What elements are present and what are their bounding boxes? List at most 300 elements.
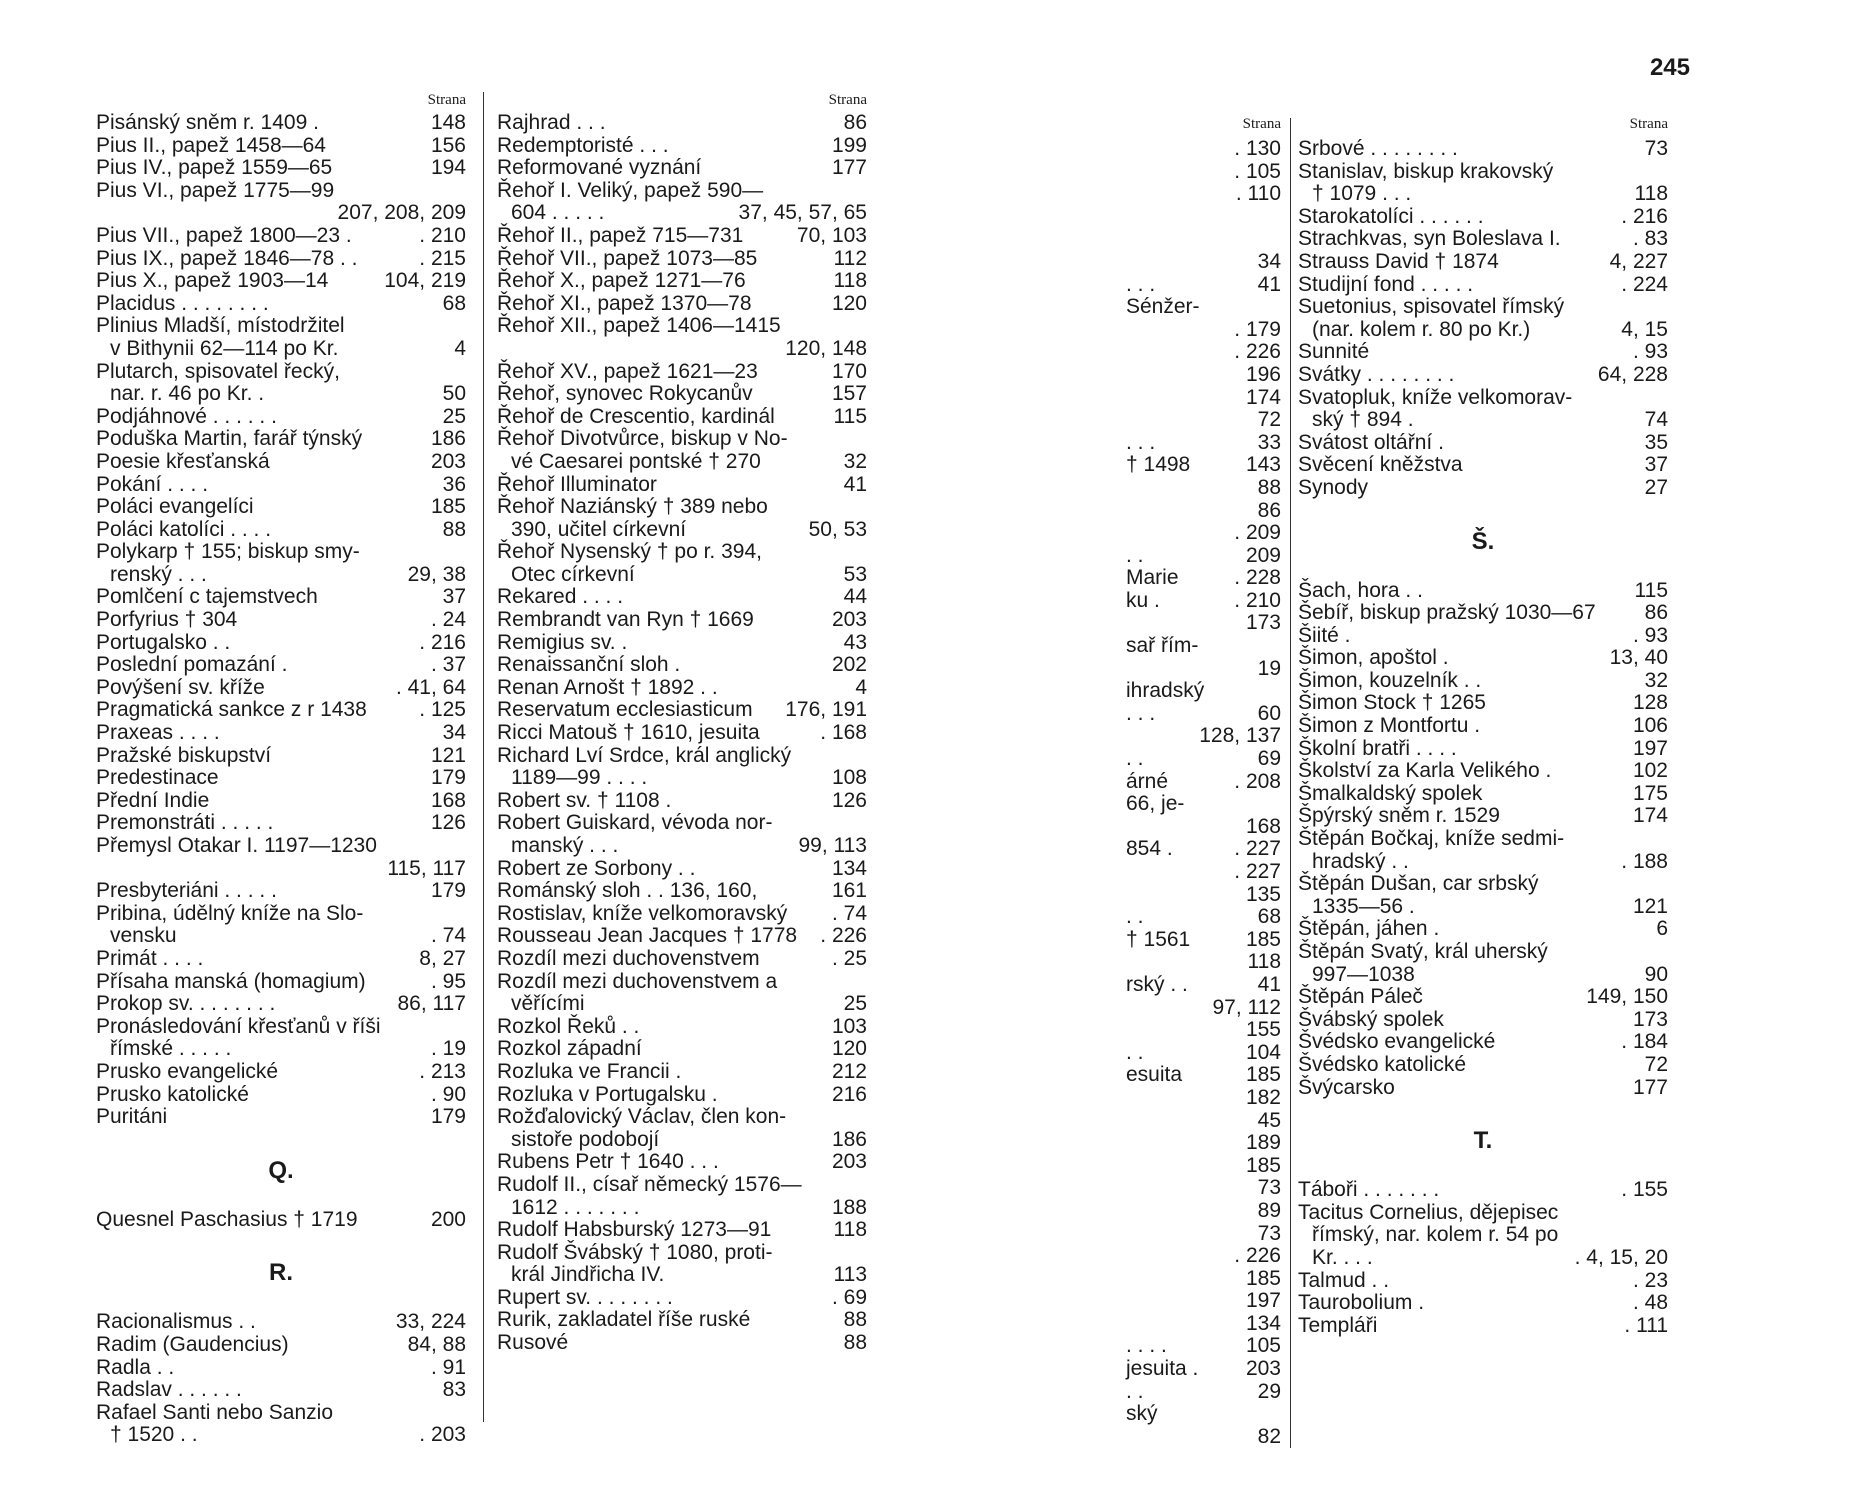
entry-pages: 113 — [833, 1263, 867, 1287]
entry-pages: 88 — [843, 1308, 867, 1332]
index-entry — [497, 1061, 867, 1084]
entry-term: Švábský spolek — [1298, 1007, 1444, 1031]
entry-pages: 34 — [1257, 249, 1281, 273]
index-entry — [96, 1016, 466, 1039]
index-entry — [1298, 1054, 1668, 1077]
index-entry — [1298, 1031, 1668, 1054]
entry-pages: . 227 — [1234, 860, 1281, 883]
index-entry — [96, 925, 466, 948]
entry-term: Remigius sv. . — [497, 630, 628, 654]
index-entry — [497, 790, 867, 813]
entry-pages: . 210 — [1234, 588, 1281, 612]
column-rule — [1290, 118, 1291, 1448]
entry-pages: . 95 — [430, 969, 466, 993]
index-entry — [497, 609, 867, 632]
entry-term: Reformované vyznání — [497, 156, 702, 180]
index-entry — [497, 722, 867, 745]
entry-pages: . 130 — [1234, 137, 1281, 160]
entry-term: Řehoř XI., papež 1370—78 — [497, 291, 752, 315]
entry-pages: 104 — [1245, 1040, 1281, 1064]
index-entry — [96, 993, 466, 1016]
index-entry — [1298, 296, 1668, 319]
entry-term: Románský sloh . . 136, 160, — [497, 879, 758, 903]
index-entry — [96, 383, 466, 406]
index-entry — [1126, 658, 1281, 681]
index-entry — [497, 1264, 867, 1287]
entry-pages: 13, 40 — [1609, 646, 1668, 670]
entry-term: Rajhrad . . . — [497, 111, 606, 134]
index-entry — [497, 1197, 867, 1220]
entry-term: 1335—56 . — [1312, 894, 1415, 918]
entry-term: Šach, hora . . — [1298, 578, 1423, 602]
index-entry — [96, 632, 466, 655]
index-entry — [96, 428, 466, 451]
entry-pages: 203 — [831, 608, 867, 632]
entry-term: Strauss David † 1874 — [1298, 249, 1499, 273]
index-entry — [497, 541, 867, 564]
index-entry — [1298, 1292, 1668, 1315]
entry-pages: 135 — [1245, 882, 1281, 906]
entry-pages: . 74 — [430, 924, 466, 948]
entry-term: esuita — [1126, 1063, 1183, 1087]
index-entry — [1126, 477, 1281, 500]
index-entry — [1126, 1177, 1281, 1200]
index-entry — [96, 858, 466, 881]
entry-term: Marie — [1126, 566, 1179, 590]
index-entry — [1298, 715, 1668, 738]
entry-term: 1612 . . . . . . . — [511, 1195, 640, 1219]
entry-pages: 203 — [430, 449, 466, 473]
index-entry — [96, 180, 466, 203]
index-entry — [497, 1309, 867, 1332]
index-entry — [1126, 161, 1281, 184]
index-entry — [1126, 1358, 1281, 1381]
index-entry — [1126, 1200, 1281, 1223]
index-entry — [497, 135, 867, 158]
entry-term: Sunnité — [1298, 340, 1370, 364]
entry-pages: 196 — [1245, 362, 1281, 386]
index-entry — [1298, 206, 1668, 229]
entry-pages: 102 — [1632, 759, 1668, 783]
entry-pages: . 4, 15, 20 — [1574, 1245, 1668, 1269]
entry-pages: 88 — [442, 517, 466, 541]
right-page — [1110, 0, 1862, 1500]
entry-pages: 53 — [843, 562, 867, 586]
entry-pages: 199 — [831, 133, 867, 157]
entry-pages: 189 — [1245, 1131, 1281, 1155]
entry-pages: 197 — [1632, 736, 1668, 760]
index-entry — [1126, 1042, 1281, 1065]
entry-term: hradský . . — [1312, 849, 1409, 873]
entry-pages: 176, 191 — [785, 698, 867, 722]
index-entry — [497, 315, 867, 338]
entry-pages: 173 — [1632, 1007, 1668, 1031]
entry-pages: 185 — [1245, 1266, 1281, 1290]
index-entry — [497, 248, 867, 271]
entry-term: Premonstráti . . . . . — [96, 811, 274, 835]
entry-pages: 32 — [843, 449, 867, 473]
index-entry — [1126, 771, 1281, 794]
entry-term: 1189—99 . . . . — [511, 766, 648, 790]
entry-term: Šiité . — [1298, 623, 1351, 647]
index-entry — [1298, 1179, 1668, 1202]
entry-term: . . . — [1126, 272, 1156, 296]
entry-pages: 209 — [1245, 543, 1281, 567]
entry-pages: . 228 — [1234, 566, 1281, 590]
entry-pages: 185 — [1245, 1063, 1281, 1087]
entry-pages: 174 — [1245, 385, 1281, 409]
entry-pages: . 216 — [1621, 204, 1668, 228]
entry-term: Řehoř Illuminator — [497, 472, 657, 496]
entry-term: Radla . . — [96, 1355, 175, 1379]
entry-term: Řehoř II., papež 715—731 — [497, 223, 744, 247]
index-entry — [96, 519, 466, 542]
index-entry — [497, 812, 867, 835]
index-entry — [497, 496, 867, 519]
entry-pages: 72 — [1257, 408, 1281, 432]
index-entry — [96, 586, 466, 609]
entry-pages: . 168 — [820, 721, 867, 745]
entry-term: Plinius Mladší, místodržitel — [96, 314, 345, 338]
index-entry — [96, 1402, 466, 1425]
entry-pages: 118 — [1634, 182, 1668, 206]
index-entry — [1126, 1064, 1281, 1087]
entry-term: Sénžer- — [1126, 295, 1200, 319]
entry-pages: 118 — [833, 1218, 867, 1242]
entry-pages: . 209 — [1234, 521, 1281, 545]
index-entry — [1126, 590, 1281, 613]
entry-term: Pokání . . . . — [96, 472, 209, 496]
entry-pages: 156 — [430, 133, 466, 157]
index-entry — [1126, 635, 1281, 658]
index-entry — [96, 835, 466, 858]
entry-pages: 88 — [1257, 475, 1281, 499]
entry-term: Rožďalovický Václav, člen kon- — [497, 1105, 787, 1129]
entry-term: Talmud . . — [1298, 1268, 1390, 1292]
entry-term: Strachkvas, syn Boleslava I. — [1298, 227, 1561, 251]
entry-term: Polykarp † 155; biskup smy- — [96, 540, 360, 564]
entry-term: Presbyteriáni . . . . . — [96, 879, 277, 903]
index-entry — [1126, 951, 1281, 974]
entry-term: Ricci Matouš † 1610, jesuita — [497, 721, 760, 745]
index-entry — [1126, 296, 1281, 319]
index-entry — [497, 383, 867, 406]
entry-term: Praxeas . . . . — [96, 721, 220, 745]
entry-pages: 126 — [831, 788, 867, 812]
index-entry — [497, 157, 867, 180]
index-entry — [497, 586, 867, 609]
entry-term: Přední Indie — [96, 788, 210, 812]
entry-term: Templáři — [1298, 1313, 1378, 1337]
index-entry — [1126, 1245, 1281, 1268]
entry-term: Štěpán Páleč — [1298, 985, 1423, 1009]
index-entry — [96, 135, 466, 158]
index-entry — [96, 1106, 466, 1129]
entry-pages: . 24 — [430, 608, 466, 632]
entry-term: Štěpán Dušan, car srbský — [1298, 872, 1539, 896]
entry-term: Šimon z Montfortu . — [1298, 714, 1481, 738]
index-entry — [1298, 228, 1668, 251]
entry-term: Pragmatická sankce z r 1438 — [96, 698, 367, 722]
index-entry — [96, 157, 466, 180]
entry-term: Podjáhnové . . . . . . — [96, 404, 277, 428]
index-entry — [497, 948, 867, 971]
entry-term: Švýcarsko — [1298, 1075, 1395, 1099]
entry-pages: 182 — [1245, 1085, 1281, 1109]
entry-term: Řehoř X., papež 1271—76 — [497, 269, 746, 293]
index-entry — [96, 1038, 466, 1061]
entry-term: Špýrský sněm r. 1529 — [1298, 804, 1500, 828]
column-rule — [483, 92, 484, 1422]
entry-pages: . 91 — [430, 1355, 466, 1379]
index-entry — [1298, 341, 1668, 364]
entry-term: Poduška Martin, farář týnský — [96, 427, 363, 451]
entry-term: Otec církevní — [511, 562, 635, 586]
entry-term: Řehoř XII., papež 1406—1415 — [497, 314, 781, 338]
entry-pages: 120 — [831, 1037, 867, 1061]
index-entry — [1126, 680, 1281, 703]
index-entry — [1126, 1403, 1281, 1426]
entry-term: Poláci katolíci . . . . — [96, 517, 272, 541]
index-entry — [96, 1209, 466, 1232]
entry-pages: 86, 117 — [397, 992, 466, 1016]
entry-pages: 121 — [1632, 894, 1668, 918]
entry-term: Pius II., papež 1458—64 — [96, 133, 326, 157]
entry-term: Rudolf II., císař německý 1576— — [497, 1172, 802, 1196]
entry-pages: 4, 227 — [1609, 249, 1668, 273]
entry-pages: 134 — [1245, 1311, 1281, 1335]
entry-term: Taurobolium . — [1298, 1291, 1425, 1315]
entry-pages: 207, 208, 209 — [337, 201, 466, 225]
index-entry — [1126, 1110, 1281, 1133]
entry-pages: 19 — [1257, 656, 1281, 680]
index-entry — [1126, 409, 1281, 432]
entry-term: Primát . . . . — [96, 946, 204, 970]
entry-term: Pisánský sněm r. 1409 . — [96, 111, 319, 134]
entry-pages: 44 — [843, 585, 867, 609]
index-entry — [1298, 625, 1668, 648]
index-entry — [1126, 1223, 1281, 1246]
index-entry — [96, 496, 466, 519]
entry-pages: 37, 45, 57, 65 — [738, 201, 867, 225]
index-entry — [497, 1174, 867, 1197]
index-entry — [1298, 409, 1668, 432]
index-entry — [96, 609, 466, 632]
entry-term: Prusko evangelické — [96, 1059, 279, 1083]
entry-term: 604 . . . . . — [511, 201, 605, 225]
index-entry — [1126, 725, 1281, 748]
entry-term: Placidus . . . . . . . . — [96, 291, 269, 315]
column-header: Strana — [427, 92, 466, 108]
index-entry — [1298, 828, 1668, 851]
entry-term: Pius X., papež 1903—14 — [96, 269, 329, 293]
entry-pages: 41 — [1257, 272, 1281, 296]
index-entry — [1126, 816, 1281, 839]
entry-pages: . 111 — [1624, 1313, 1668, 1337]
entry-pages: 83 — [442, 1378, 466, 1402]
entry-term: jesuita . — [1126, 1357, 1199, 1381]
entry-pages: 4, 15 — [1621, 317, 1668, 341]
entry-term: Synody — [1298, 475, 1369, 499]
index-entry — [497, 451, 867, 474]
entry-term: římský, nar. kolem r. 54 po — [1312, 1223, 1559, 1247]
index-entry — [96, 971, 466, 994]
entry-pages: 161 — [831, 879, 867, 903]
entry-pages: 104, 219 — [384, 269, 466, 293]
entry-term: Řehoř de Crescentio, kardinál — [497, 404, 775, 428]
entry-term: Švédsko evangelické — [1298, 1030, 1496, 1054]
index-entry — [497, 519, 867, 542]
entry-pages: 60 — [1257, 701, 1281, 725]
entry-pages: 72 — [1644, 1052, 1668, 1076]
entry-pages: . 23 — [1632, 1268, 1668, 1292]
entry-pages: 203 — [1245, 1357, 1281, 1381]
entry-term: Poesie křesťanská — [96, 449, 270, 473]
entry-term: král Jindřicha IV. — [511, 1263, 665, 1287]
entry-pages: 25 — [442, 404, 466, 428]
entry-term: Quesnel Paschasius † 1719 — [96, 1207, 358, 1231]
index-entry — [1126, 545, 1281, 568]
index-entry — [497, 1287, 867, 1310]
index-entry — [1126, 364, 1281, 387]
entry-pages: 37 — [442, 585, 466, 609]
index-entry — [96, 338, 466, 361]
entry-term: Švédsko katolické — [1298, 1052, 1467, 1076]
index-entry — [1298, 738, 1668, 761]
entry-pages: 108 — [831, 766, 867, 790]
entry-term: 997—1038 — [1312, 962, 1415, 986]
entry-pages: 88 — [843, 1331, 867, 1355]
entry-pages: 179 — [430, 879, 466, 903]
entry-term: Svátost oltářní . — [1298, 430, 1444, 454]
entry-term: Radslav . . . . . . — [96, 1378, 242, 1402]
column-header: Strana — [1242, 116, 1281, 132]
page-number: 245 — [1649, 54, 1690, 81]
index-entry — [1126, 1313, 1281, 1336]
index-entry — [1126, 929, 1281, 952]
index-entry — [497, 1106, 867, 1129]
index-entry — [497, 1129, 867, 1152]
entry-pages: . 216 — [419, 630, 466, 654]
index-entry — [96, 880, 466, 903]
index-entry — [1298, 477, 1668, 500]
entry-term: Radim (Gaudencius) — [96, 1332, 289, 1356]
index-entry — [497, 1016, 867, 1039]
index-entry — [96, 315, 466, 338]
index-entry — [1298, 454, 1668, 477]
index-entry — [96, 699, 466, 722]
entry-term: Povýšení sv. kříže — [96, 675, 265, 699]
index-entry — [497, 474, 867, 497]
entry-pages: 50, 53 — [808, 517, 867, 541]
index-entry — [1298, 432, 1668, 455]
entry-pages: 120, 148 — [785, 336, 867, 360]
entry-term: Richard Lví Srdce, král anglický — [497, 743, 792, 767]
entry-pages: 168 — [1245, 814, 1281, 838]
entry-pages: 41 — [843, 472, 867, 496]
entry-pages: . 41, 64 — [395, 675, 466, 699]
entry-pages: . 226 — [1234, 1244, 1281, 1268]
entry-pages: 216 — [831, 1082, 867, 1106]
index-entry — [1298, 1009, 1668, 1032]
entry-term: Racionalismus . . — [96, 1310, 256, 1334]
index-entry — [1298, 670, 1668, 693]
entry-term: Plutarch, spisovatel řecký, — [96, 359, 340, 383]
entry-term: Starokatolíci . . . . . . — [1298, 204, 1484, 228]
index-entry — [1126, 1087, 1281, 1110]
entry-term: ihradský — [1126, 679, 1205, 703]
entry-term: Šmalkaldský spolek — [1298, 781, 1483, 805]
entry-pages: 149, 150 — [1586, 985, 1668, 1009]
index-entry — [497, 112, 867, 135]
entry-pages: . 184 — [1621, 1030, 1668, 1054]
entry-term: Řehoř XV., papež 1621—23 — [497, 359, 758, 383]
section-letter: Š. — [1471, 527, 1495, 555]
entry-term: vé Caesarei pontské † 270 — [511, 449, 761, 473]
entry-pages: . 90 — [430, 1082, 466, 1106]
entry-pages: 32 — [1644, 668, 1668, 692]
index-entry — [497, 1332, 867, 1355]
entry-term: Rubens Petr † 1640 . . . — [497, 1150, 719, 1174]
entry-term: ský — [1126, 1402, 1158, 1426]
entry-term: nar. r. 46 po Kr. . — [110, 382, 265, 406]
entry-term: Robert ze Sorbony . . — [497, 856, 696, 880]
entry-pages: 6 — [1656, 917, 1668, 941]
entry-term: Robert Guiskard, vévoda nor- — [497, 811, 773, 835]
index-entry — [497, 180, 867, 203]
entry-pages: . 208 — [1234, 769, 1281, 793]
entry-term: Řehoř Nysenský † po r. 394, — [497, 540, 762, 564]
entry-pages: 70, 103 — [796, 223, 867, 247]
entry-term: Školní bratři . . . . — [1298, 736, 1457, 760]
entry-pages: . 48 — [1632, 1291, 1668, 1315]
entry-term: 66, je- — [1126, 792, 1185, 816]
index-entry — [1126, 500, 1281, 523]
entry-pages: 97, 112 — [1212, 995, 1281, 1019]
index-entry — [1126, 1155, 1281, 1178]
entry-term: Predestinace — [96, 766, 219, 790]
entry-pages: 99, 113 — [798, 834, 867, 857]
entry-term: renský . . . — [110, 562, 207, 586]
index-entry — [497, 428, 867, 451]
entry-term: Šebíř, biskup pražský 1030—67 — [1298, 601, 1596, 625]
entry-pages: 157 — [831, 382, 867, 406]
entry-term: Štěpán, jáhen . — [1298, 917, 1440, 941]
entry-pages: . 226 — [820, 924, 867, 948]
entry-pages: 185 — [430, 495, 466, 519]
entry-term: Pribina, údělný kníže na Slo- — [96, 901, 364, 925]
index-entry — [497, 677, 867, 700]
entry-pages: 45 — [1257, 1108, 1281, 1132]
index-entry — [1126, 387, 1281, 410]
index-entry — [96, 474, 466, 497]
entry-term: Rousseau Jean Jacques † 1778 — [497, 924, 798, 948]
index-entry — [1298, 1077, 1668, 1100]
entry-term: Prusko katolické — [96, 1082, 249, 1106]
entry-term: Rozluka ve Francii . — [497, 1059, 682, 1083]
entry-pages: 128 — [1632, 691, 1668, 715]
index-entry — [1298, 783, 1668, 806]
entry-term: Řehoř VII., papež 1073—85 — [497, 246, 758, 270]
entry-pages: 186 — [831, 1127, 867, 1151]
index-entry — [497, 925, 867, 948]
index-entry — [497, 1219, 867, 1242]
index-entry — [1298, 251, 1668, 274]
index-entry — [1126, 1335, 1281, 1358]
entry-term: Reservatum ecclesiasticum — [497, 698, 753, 722]
index-entry — [1298, 1224, 1668, 1247]
index-entry — [1298, 647, 1668, 670]
